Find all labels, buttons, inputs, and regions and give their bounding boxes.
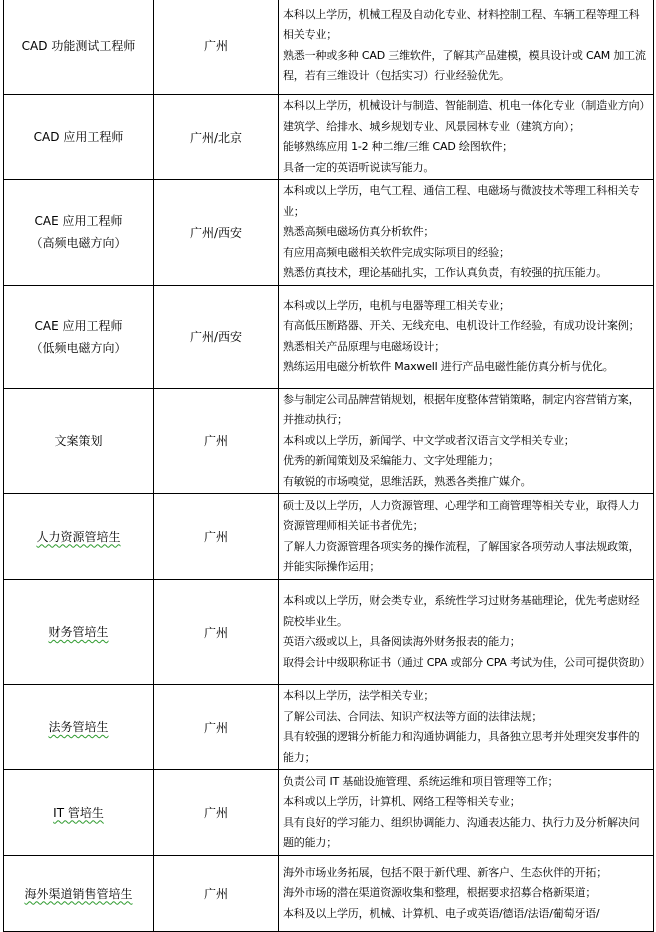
position-title: 文案策划 xyxy=(54,433,103,448)
requirements-cell xyxy=(279,0,654,95)
table-row xyxy=(4,180,654,286)
position-cell xyxy=(4,494,154,580)
position-cell xyxy=(4,0,154,95)
position-cell xyxy=(4,856,154,932)
location-cell: 广州/西安 xyxy=(154,285,279,388)
requirements-cell xyxy=(279,494,654,580)
position-title: CAE 应用工程师 xyxy=(34,318,123,333)
location-cell: 广州 xyxy=(154,494,279,580)
requirement-line: 本科及以上学历，机械、计算机、电子或英语/德语/法语/葡萄牙语/ xyxy=(283,906,600,920)
requirements-cell xyxy=(279,180,654,286)
requirement-line: 了解人力资源管理各项实务的操作流程，了解国家各项劳动人事法规政策，并能实际操作运用； xyxy=(283,539,640,573)
requirement-line: 取得会计中级职称证书（通过 CPA 或部分 CPA 考试为佳，公司可提供资助） xyxy=(283,655,651,669)
position-title: IT 管培生 xyxy=(53,805,104,820)
requirement-line: 本科或以上学历，电机与电器等理工相关专业； xyxy=(283,298,510,312)
requirements-cell xyxy=(279,580,654,685)
table-row xyxy=(4,856,654,932)
requirement-line: 熟悉高频电磁场仿真分析软件； xyxy=(283,225,435,238)
location-cell: 广州/西安 xyxy=(154,180,279,286)
job-requirements-table xyxy=(3,0,654,932)
requirement-line: 优秀的新闻策划及采编能力、文字处理能力； xyxy=(283,454,499,467)
position-title: CAD 应用工程师 xyxy=(33,130,124,144)
requirement-line: 有应用高频电磁相关软件完成实际项目的经验； xyxy=(283,245,510,259)
requirement-line: 英语六级或以上，具备阅读海外财务报表的能力； xyxy=(283,635,521,648)
table-row xyxy=(4,0,654,95)
requirement-line: 本科以上学历，机械工程及自动化专业、材料控制工程、车辆工程等理工科相关专业； xyxy=(283,7,640,41)
requirement-line: 本科以上学历，机械设计与制造、智能制造、机电一体化专业（制造业方向）建筑学、给排水、城乡规划专业、风景园林专业（建筑方向）； xyxy=(283,99,645,133)
location-cell: 广州 xyxy=(154,770,279,856)
table-row xyxy=(4,388,654,494)
position-cell xyxy=(4,388,154,494)
table-row xyxy=(4,580,654,685)
requirement-line: 具有良好的学习能力、组织协调能力、沟通表达能力、执行力及分析解决问题的能力； xyxy=(283,815,640,849)
requirement-line: 熟悉相关产品原理与电磁场设计； xyxy=(283,339,445,353)
requirement-line: 有敏锐的市场嗅觉，思维活跃，熟悉各类推广媒介。 xyxy=(283,474,532,488)
location-cell: 广州 xyxy=(154,388,279,494)
requirements-cell xyxy=(279,388,654,494)
requirements-cell xyxy=(279,770,654,856)
requirement-line: 硕士及以上学历，人力资源管理、心理学和工商管理等相关专业，取得人力资源管理师相关证书者优先； xyxy=(283,498,640,532)
position-cell xyxy=(4,580,154,685)
position-subtitle: （低频电磁方向） xyxy=(30,340,127,355)
position-cell xyxy=(4,95,154,180)
table-row xyxy=(4,685,654,770)
position-cell xyxy=(4,180,154,286)
location-cell: 广州 xyxy=(154,580,279,685)
position-cell xyxy=(4,285,154,388)
requirement-line: 了解公司法、合同法、知识产权法等方面的法律法规； xyxy=(283,709,543,723)
requirement-line: 海外市场业务拓展，包括不限于新代理、新客户、生态伙伴的开拓； xyxy=(283,865,607,879)
location-cell: 广州/北京 xyxy=(154,95,279,180)
table-row xyxy=(4,494,654,580)
requirements-cell xyxy=(279,285,654,388)
requirement-line: 参与制定公司品牌营销规划，根据年度整体营销策略，制定内容营销方案，并推动执行； xyxy=(283,392,640,426)
requirement-line: 熟悉仿真技术，理论基础扎实，工作认真负责，有较强的抗压能力。 xyxy=(283,266,607,279)
requirement-line: 具备一定的英语听说读写能力。 xyxy=(283,160,435,174)
table-row xyxy=(4,95,654,180)
position-cell xyxy=(4,770,154,856)
requirements-cell xyxy=(279,95,654,180)
position-title: 法务管培生 xyxy=(48,720,109,734)
position-title: CAD 功能测试工程师 xyxy=(21,38,136,53)
position-cell xyxy=(4,685,154,770)
location-cell: 广州 xyxy=(154,0,279,95)
requirements-cell xyxy=(279,856,654,932)
requirement-line: 本科以上学历，法学相关专业； xyxy=(283,689,435,702)
requirements-cell xyxy=(279,685,654,770)
requirement-line: 本科或以上学历，新闻学、中文学或者汉语言文学相关专业； xyxy=(283,433,575,447)
requirement-line: 熟悉一种或多种 CAD 三维软件，了解其产品建模，模具设计或 CAM 加工流程，若有三维设计（包括实习）行业经验优先。 xyxy=(283,48,646,82)
position-title: 财务管培生 xyxy=(48,625,109,639)
requirement-line: 本科或以上学历，计算机、网络工程等相关专业； xyxy=(283,795,521,808)
requirement-line: 具有较强的逻辑分析能力和沟通协调能力，具备独立思考并处理突发事件的能力； xyxy=(283,730,640,764)
requirement-line: 负责公司 IT 基础设施管理、系统运维和项目管理等工作； xyxy=(283,774,559,788)
requirement-line: 有高低压断路器、开关、无线充电、电机设计工作经验，有成功设计案例； xyxy=(283,319,640,332)
requirement-line: 熟练运用电磁分析软件 Maxwell 进行产品电磁性能仿真分析与优化。 xyxy=(283,360,614,373)
position-title: CAE 应用工程师 xyxy=(34,214,123,229)
location-cell: 广州 xyxy=(154,685,279,770)
position-subtitle: （高频电磁方向） xyxy=(30,236,127,251)
position-title: 人力资源管培生 xyxy=(36,529,121,544)
requirement-line: 本科或以上学历，电气工程、通信工程、电磁场与微波技术等理工科相关专业； xyxy=(283,184,640,218)
table-row xyxy=(4,770,654,856)
requirement-line: 海外市场的潜在渠道资源收集和整理，根据要求招募合格新渠道； xyxy=(283,886,597,900)
requirement-line: 能够熟练应用 1-2 种二维/三维 CAD 绘图软件； xyxy=(283,140,513,153)
location-cell: 广州 xyxy=(154,856,279,932)
table-row xyxy=(4,285,654,388)
position-title: 海外渠道销售管培生 xyxy=(24,886,133,901)
requirement-line: 本科或以上学历，财会类专业，系统性学习过财务基础理论，优先考虑财经院校毕业生。 xyxy=(283,594,640,628)
